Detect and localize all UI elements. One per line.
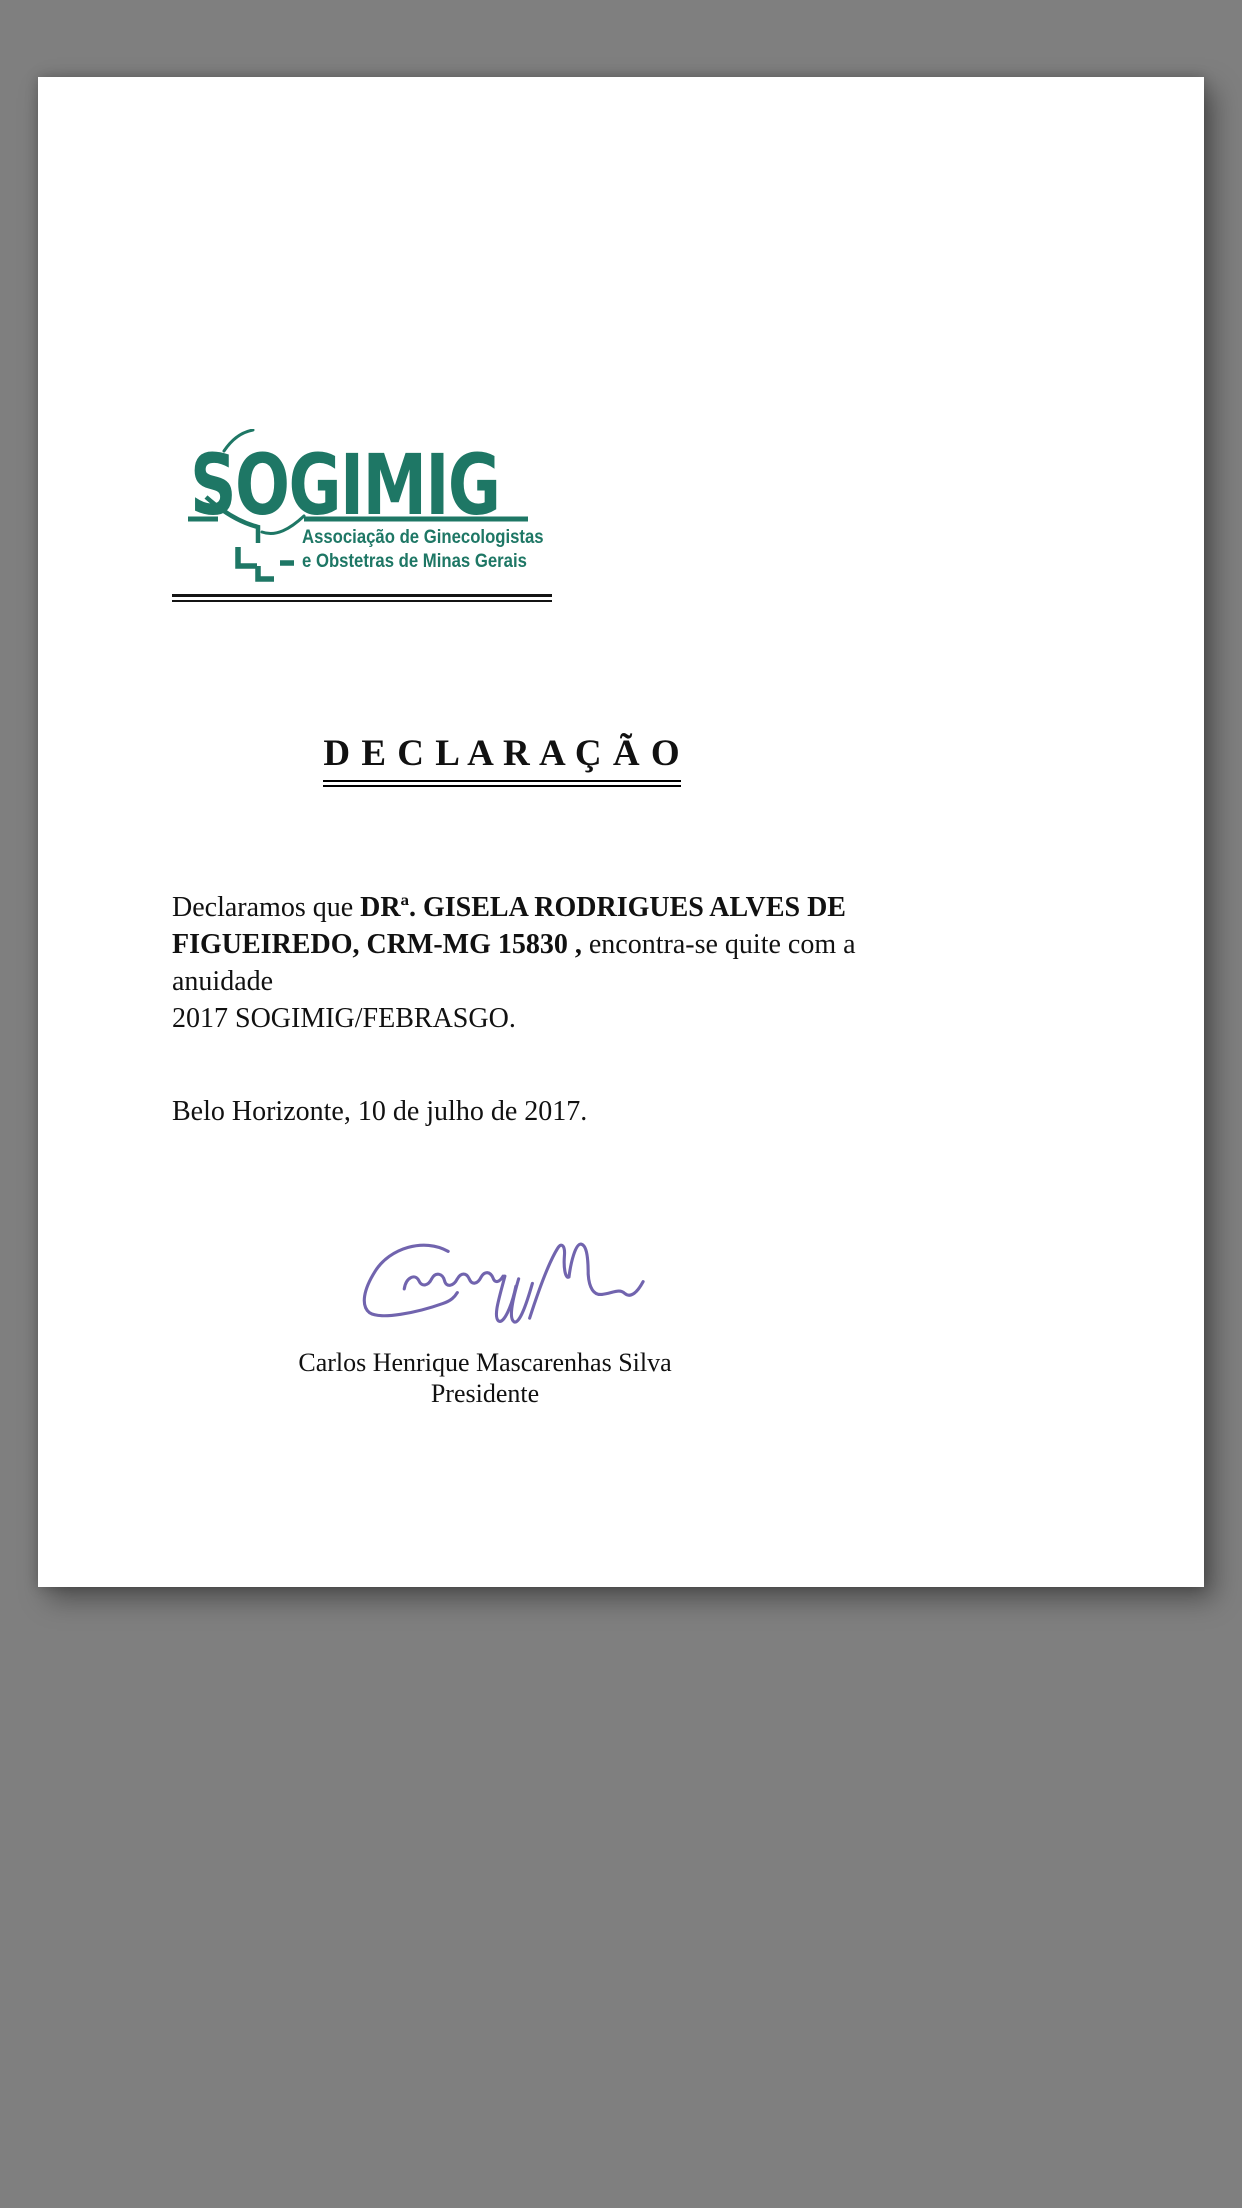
declaration-body: Declaramos que DRª. GISELA RODRIGUES ALVES DE FIGUEIREDO, CRM-MG 15830 , encontra-se quite com a anuidade 2017 SOGIMIG/FEBRASGO. bbox=[172, 892, 856, 1034]
signatory-block bbox=[172, 1347, 798, 1409]
document-page bbox=[38, 77, 1204, 1587]
declaration-title: D E C L A R A Ç Ã O bbox=[323, 733, 680, 787]
header-separator-line bbox=[172, 594, 552, 602]
sogimig-subtitle bbox=[302, 526, 544, 574]
sogimig-wordmark: SOGIMIG bbox=[190, 436, 500, 534]
signatory-title: Presidente bbox=[430, 1379, 540, 1408]
signature-image bbox=[353, 1233, 655, 1343]
sogimig-subtitle-line1: Associação de Ginecologistas bbox=[302, 527, 544, 548]
sogimig-logo bbox=[168, 429, 568, 591]
signatory-name: Carlos Henrique Mascarenhas Silva bbox=[298, 1348, 672, 1377]
date-line: Belo Horizonte, 10 de julho de 2017. bbox=[172, 1096, 588, 1127]
declaration-title-wrap bbox=[172, 733, 832, 787]
sogimig-subtitle-line2: e Obstetras de Minas Gerais bbox=[302, 551, 527, 572]
